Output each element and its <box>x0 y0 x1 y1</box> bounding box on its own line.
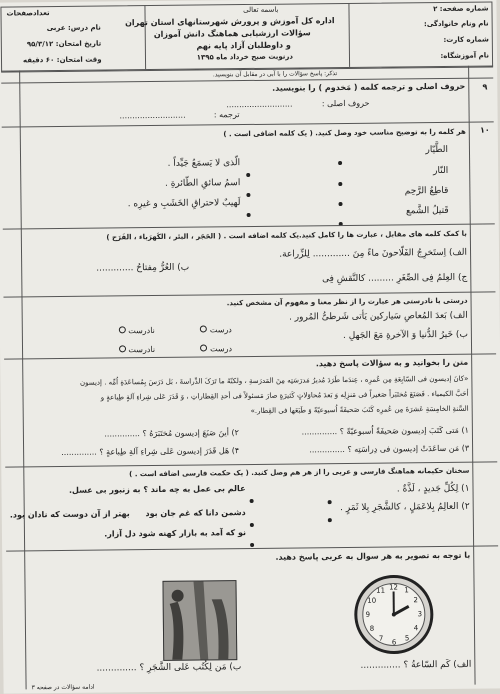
match-dot[interactable] <box>246 162 250 181</box>
tree-writing-photo <box>162 580 237 661</box>
match-word: قَتیلُ الشَّمع <box>406 206 449 216</box>
persian-saying: عالم بی عمل به چه ماند ؟ به زنبور بی عسل. <box>69 484 246 495</box>
org-line-3: و داوطلبان آزاد پایه نهم <box>196 41 291 51</box>
svg-text:11: 11 <box>376 587 385 595</box>
question-prompt: سخنان حکیمانه هماهنگ فارسی و عربی را از هر هم وصل کنید. ( یک حکمت فارسی اضافه است . ) <box>129 467 469 479</box>
seat-number: شماره صفحه: ۲ <box>433 4 489 13</box>
fill-sentence: ج) العِلمُ فِی الصِّغَرِ ......... کالنَّقشِ فِی <box>322 273 467 285</box>
fill-sentence: ب) العُرُّ مِفتاحُ ............. <box>96 263 189 274</box>
svg-text:6: 6 <box>392 638 397 646</box>
question-prompt: متن را بخوانید و به سؤالات پاسخ دهید. <box>316 358 468 369</box>
reading-passage: أحَبَّ الکیمیاء . فَصَنَعَ مُختَبَراً صَغیراً فی مَنزِلِه وَ بَعدَ مُحاوَلاتٍ کَثیرَةٍ صارَ مَسئولاً فی أحدِ القِطاراتِ ، وَ قَدَرَ عَلی شِراءِ آلةٍ طِباعةٍ و <box>101 390 469 402</box>
question-prompt: با کمک کلمه های مقابل ، عبارت ها را کامل کنید.یک کلمه اضافه است . ( الحَجَر ، البئر ، الکَهرَباء ، الفَرَح ) <box>106 230 467 242</box>
tf-statement: الف) بَعدَ المُعاصِ سَیارکین یَأتی شَرطیُّ المُرور . <box>289 311 468 323</box>
match-dot[interactable] <box>247 202 251 221</box>
match-dot[interactable] <box>246 182 250 201</box>
card-field: شماره کارت: <box>443 35 488 43</box>
score-column <box>1 70 26 689</box>
question-prompt: حروف اصلی و ترجمه کلمه ( مَخدوم ) را بنویسید. <box>272 82 465 93</box>
question-prompt: درستی یا نادرستی هر عبارت را از نظر معنا و مفهوم آن مشخص کنید. <box>227 297 468 308</box>
reading-passage: السَّنةِ الخامِسَةِ عَشرَةَ مِن عُمرِه کَتَبَ صَحیفَةً اُسبوعیّةً وَ طَبَعَها فی القِطار.» <box>251 405 469 415</box>
image-question: الف) کَم السّاعةُ ؟ .............. <box>360 660 471 671</box>
translation-label: ترجمه : <box>214 110 240 119</box>
question-prompt: هر کلمه را به توضیح مناسب خود وصل کنید. ( یک کلمه اضافی است . ) <box>223 128 466 139</box>
image-question: ب) مَن لِکُتُب عَلی الشَّجَرِ ؟ .............. <box>97 662 242 674</box>
match-dot[interactable] <box>338 191 342 210</box>
svg-text:4: 4 <box>414 624 419 632</box>
subject-name: نام درس: عربی <box>47 24 101 33</box>
match-dot[interactable] <box>339 211 343 230</box>
reading-question: ۳) مَن ساعَدَتْ إدیسون فی دِراسَتِه ؟ .............. <box>309 444 469 455</box>
match-word: النّار <box>433 166 448 176</box>
school-field: نام آموزشگاه: <box>440 51 489 60</box>
org-line-2: سؤالات ارزشیابی هماهنگ دانش آموزان <box>154 28 311 39</box>
reading-question: ۱) مَتی کَتَبَ إدیسون صَحیفَةً اُسبوعیّةً ؟ .............. <box>302 426 469 437</box>
correct-option[interactable]: درست <box>200 344 232 353</box>
clock-icon <box>352 573 435 656</box>
clock-image <box>352 573 435 656</box>
basmala: باسمه تعالی <box>243 6 278 14</box>
svg-text:5: 5 <box>405 634 410 642</box>
question-number: ۱۰ <box>480 125 490 134</box>
session-line: درنوبت صبح خرداد ماه ۱۳۹۵ <box>197 53 293 62</box>
svg-text:12: 12 <box>389 583 398 591</box>
reading-passage: «کانَ إدیسون فی السّابِعَةِ مِن عُمرِه ، عِندَما طَرَدَ مُدیرُ مَدرَسَتِه مِنَ المَدرَسةِ ، ولکنّهُ ما تَرَکَ الدِّراسةَ ، بَل دَرَسَ بِمُساعَدَةِ اُمِّه . إدیسون <box>80 375 468 387</box>
tf-statement: ب) خَیرُ الدُّنیا وَ الآخرةِ مَعَ الجَهلِ . <box>343 330 468 341</box>
wrong-option[interactable]: نادرست <box>119 326 155 335</box>
exam-date: تاریخ امتحان: ۹۵/۳/۱۲ <box>27 40 101 49</box>
exam-duration: وقت امتحان: ۶۰ دقیقه <box>23 56 102 65</box>
match-dot[interactable] <box>328 507 332 526</box>
svg-text:3: 3 <box>418 610 423 618</box>
match-dot[interactable] <box>328 489 332 508</box>
question-number-column <box>468 65 499 684</box>
svg-text:2: 2 <box>413 596 418 604</box>
match-dot[interactable] <box>250 512 254 531</box>
match-definition: لَهیبٌ لاحتراقِ الخَشَبِ و غیرِه . <box>128 198 241 209</box>
instruction-note: تذکر: پاسخ سؤالات را با آبی در مقابل آن بنویسید. <box>213 70 337 78</box>
match-word: الطَّیّار <box>425 145 448 155</box>
wrong-option[interactable]: نادرست <box>119 345 155 354</box>
match-word: قاطِعُ الرَّحِم <box>405 186 449 196</box>
question-prompt: با توجه به تصویر به هر سوال به عربی پاسخ دهید. <box>275 551 470 562</box>
name-field: نام ونام خانوادگی: <box>424 19 489 28</box>
correct-option[interactable]: درست <box>200 325 232 334</box>
match-definition: الّذی لا یَسمَعُ جَیِّداً . <box>168 158 241 169</box>
reading-question: ۲) أینَ صَنَعَ إدیسون مُختَبَرَهُ ؟ .............. <box>104 428 239 438</box>
answer-blank[interactable]: .......................... <box>119 111 185 121</box>
reading-question: ۴) هَل قَدَرَ إدیسون عَلی شِراءِ آلةِ طِباعةٍ ؟ .............. <box>61 446 239 457</box>
answer-blank[interactable]: .......................... <box>226 100 292 110</box>
svg-text:10: 10 <box>367 597 376 605</box>
question-number: ۹ <box>482 83 487 92</box>
continue-note: ادامه سؤالات در صفحه ۳ <box>32 684 95 692</box>
arabic-saying: ۲) العالِمُ بِلاعَمَلٍ ، کالشَّجَرِ بِلا ثَمَرٍ . <box>340 502 470 513</box>
persian-saying: دشمن دانا که غم جان بود <box>145 508 245 518</box>
roots-label: حروف اصلی : <box>322 99 370 108</box>
svg-text:8: 8 <box>370 625 375 633</box>
match-dot[interactable] <box>338 150 342 169</box>
svg-text:1: 1 <box>404 586 409 594</box>
pages-count: تعدادصفحات <box>6 9 49 17</box>
org-line-1: اداره کل آموزش و پرورش شهرستانهای استان تهران <box>125 16 335 27</box>
svg-text:9: 9 <box>366 611 371 619</box>
persian-saying: بهتر از آن دوست که نادان بود. <box>10 509 130 519</box>
arabic-saying: ۱) لِکُلِّ جَدیدٍ ، لَذَّةٌ . <box>397 484 470 495</box>
match-definition: اسمُ سائقِ الطّائرةِ . <box>165 178 240 189</box>
match-dot[interactable] <box>249 488 253 507</box>
persian-saying: نو که آمد به بازار کهنه شود دل آزار. <box>104 528 246 538</box>
match-dot[interactable] <box>338 171 342 190</box>
svg-text:7: 7 <box>379 635 384 643</box>
fill-sentence: الف) اِستَخرِجُ الفَلّاحونَ ماءً مِنَ ............. لِلزِّراعة. <box>279 248 467 260</box>
